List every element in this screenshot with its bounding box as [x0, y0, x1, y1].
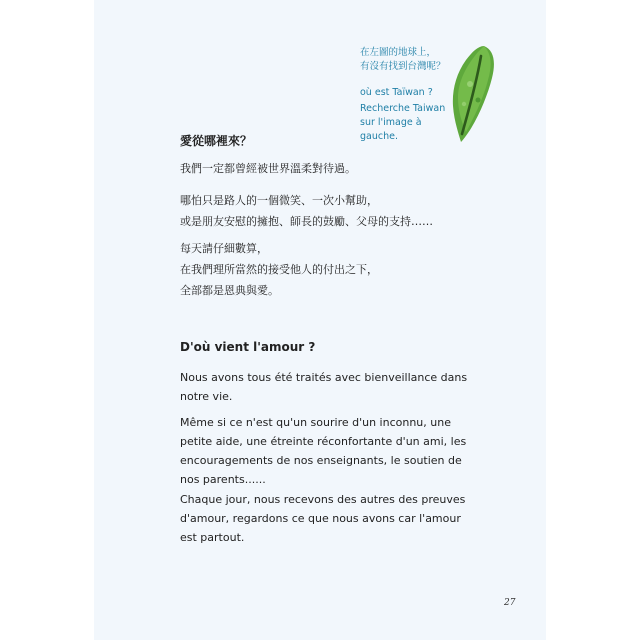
fr-p2-line-2: petite aide, une étreinte réconfortante d'un ami, les	[180, 435, 467, 448]
fr-p2-line-4: nos parents......	[180, 473, 266, 486]
fr-p3-line-1: Chaque jour, nous recevons des autres des preuves	[180, 493, 466, 506]
zh-p3-line-2: 在我們理所當然的接受他人的付出之下，	[180, 263, 378, 276]
fr-p1-line-1: Nous avons tous été traités avec bienveillance dans	[180, 371, 468, 384]
page-number: 27	[504, 598, 516, 608]
note-zh-line-1: 在左圖的地球上，	[360, 47, 437, 58]
note-fr-line-4: gauche.	[360, 131, 398, 142]
zh-p2-line-1: 哪怕只是路人的一個微笑、一次小幫助，	[180, 194, 378, 207]
zh-p2-line-2: 或是朋友安慰的擁抱、師長的鼓勵、父母的支持……	[180, 215, 433, 228]
fr-paragraph-1	[180, 368, 480, 406]
note-zh-line-2: 有沒有找到台灣呢？	[360, 61, 446, 72]
fr-paragraph-3	[180, 490, 480, 547]
fr-paragraph-2	[180, 413, 480, 489]
fr-p2-line-3: encouragements de nos enseignants, le soutien de	[180, 454, 462, 467]
note-fr-line-1: où est Taïwan ?	[360, 87, 433, 98]
fr-title: D'où vient l'amour ?	[180, 340, 316, 354]
zh-paragraph-2	[180, 190, 480, 232]
note-fr-line-3: sur l'image à	[360, 117, 422, 128]
note-fr-line-2: Recherche Taiwan	[360, 103, 446, 114]
taiwan-leaf-icon	[448, 44, 498, 144]
zh-p3-line-3: 全部都是恩典與愛。	[180, 284, 279, 297]
fr-p1-line-2: notre vie.	[180, 390, 233, 403]
zh-paragraph-1	[180, 158, 480, 179]
fr-p3-line-2: d'amour, regardons ce que nous avons car l'amour	[180, 512, 461, 525]
zh-title: 愛從哪裡來？	[180, 134, 253, 148]
zh-p1-line-1: 我們一定都曾經被世界溫柔對待過。	[180, 162, 356, 175]
fr-p2-line-1: Même si ce n'est qu'un sourire d'un inconnu, une	[180, 416, 451, 429]
taiwan-note	[360, 46, 460, 144]
fr-p3-line-3: est partout.	[180, 531, 245, 544]
zh-p3-line-1: 每天請仔細數算，	[180, 242, 268, 255]
zh-paragraph-3	[180, 238, 480, 301]
